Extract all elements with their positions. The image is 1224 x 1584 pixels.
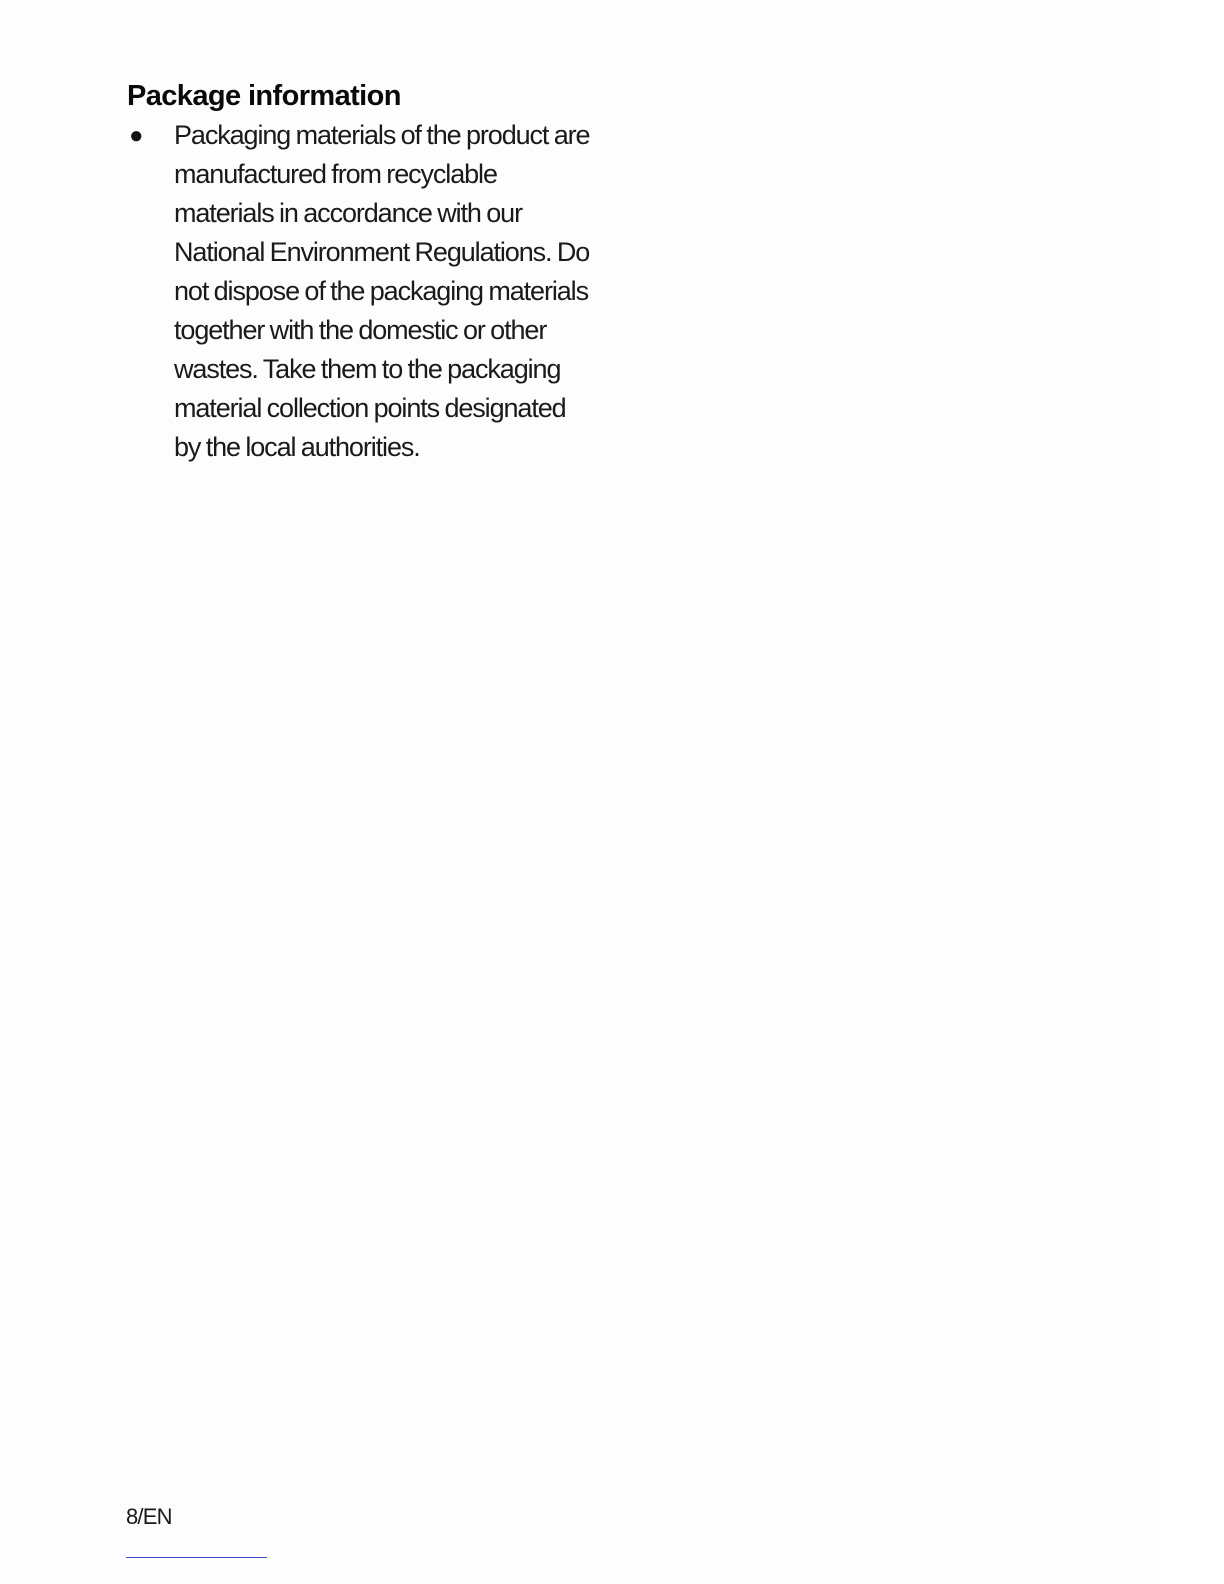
bullet-icon: ●	[129, 122, 144, 149]
list-item	[127, 116, 597, 467]
bullet-text: Packaging materials of the product are manufactured from recyclable materials in accordance with our National Environment Regulations. Do not dispose of the packaging materials together with the domestic or other wastes. Take them to the packaging material collection points designated by the local authorities.	[174, 120, 590, 462]
section-heading: Package information	[127, 80, 401, 112]
bullet-list	[127, 116, 597, 467]
footer-divider	[126, 1557, 267, 1558]
page-number: 8/EN	[126, 1504, 172, 1529]
